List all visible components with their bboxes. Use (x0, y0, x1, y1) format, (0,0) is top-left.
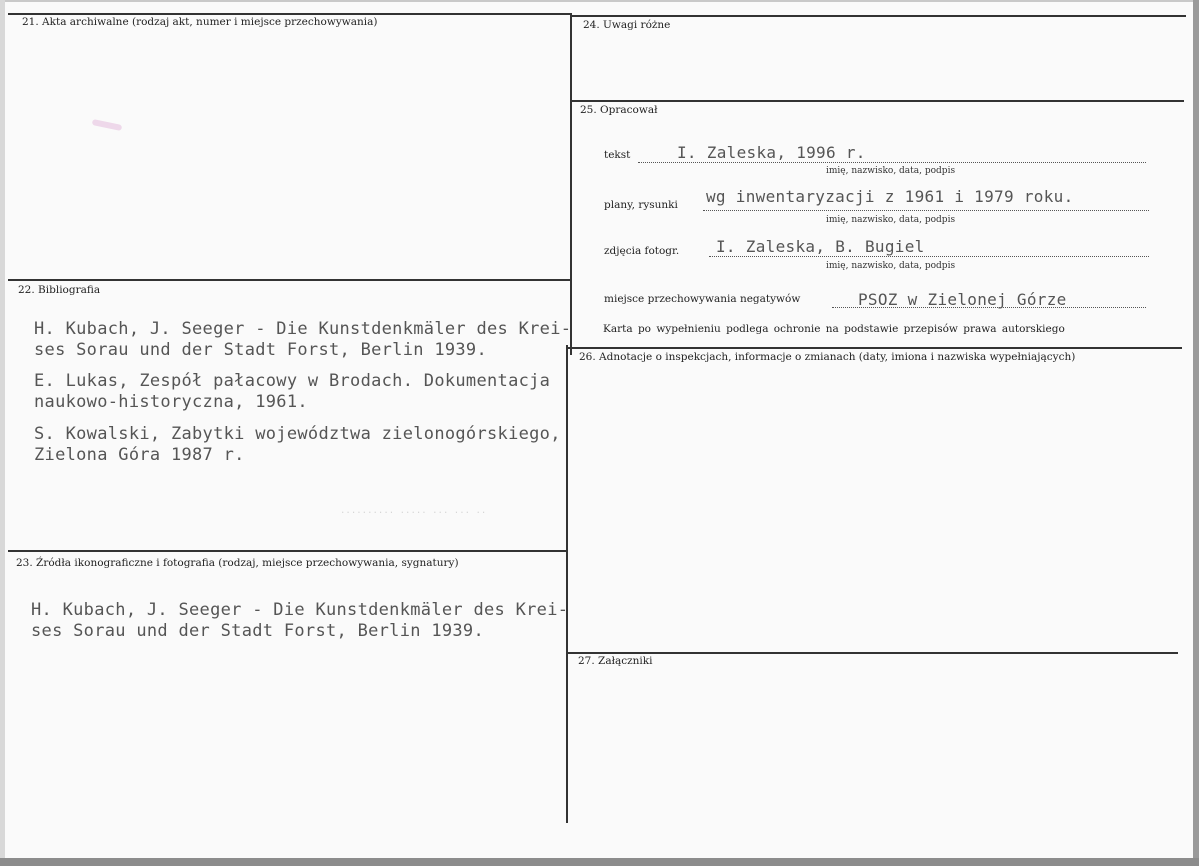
paper-edge-left (0, 0, 5, 866)
plany-label: plany, rysunki (604, 199, 678, 211)
center-divider (570, 13, 572, 355)
tekst-line (638, 162, 1146, 163)
divider-26-27 (568, 652, 1178, 654)
zdjecia-value: I. Zaleska, B. Bugiel (716, 237, 925, 256)
section-26-label: 26. Adnotacje o inspekcjach, informacje o zmianach (daty, imiona i nazwiska wypełniających) (579, 351, 1076, 363)
top-border-right (572, 15, 1186, 17)
bibliography-entry-2: E. Lukas, Zespół pałacowy w Brodach. Dokumentacja naukowo-historyczna, 1961. (34, 371, 551, 412)
top-border-left (8, 13, 570, 15)
miejsce-label: miejsce przechowywania negatywów (604, 293, 801, 305)
bibliography-entry-3: S. Kowalski, Zabytki województwa zielonogórskiego, Zielona Góra 1987 r. (34, 424, 561, 465)
zdjecia-line (709, 256, 1149, 257)
section-24-label: 24. Uwagi różne (583, 19, 671, 31)
paper-edge-right (1193, 0, 1199, 866)
section-22-label: 22. Bibliografia (18, 284, 101, 296)
section-23-label: 23. Źródła ikonograficzne i fotografia (rodzaj, miejsce przechowywania, sygnatury) (16, 557, 459, 569)
zdjecia-label: zdjęcia fotogr. (604, 245, 680, 257)
bleed-through-text: .......... ..... ... ... .. (340, 506, 487, 516)
divider-24-25 (572, 100, 1184, 102)
plany-sublabel: imię, nazwisko, data, podpis (826, 215, 956, 225)
divider-25-26 (568, 347, 1182, 349)
section-25-label: 25. Opracował (580, 104, 658, 116)
tekst-label: tekst (604, 149, 631, 161)
divider-21-22 (8, 279, 570, 281)
iconography-entry-1: H. Kubach, J. Seeger - Die Kunstdenkmäler des Krei- ses Sorau und der Stadt Forst, Berlin 1939. (31, 600, 569, 641)
section-27-label: 27. Załączniki (578, 655, 653, 667)
tekst-value: I. Zaleska, 1996 r. (677, 143, 866, 162)
plany-line (703, 210, 1149, 211)
section-21-label: 21. Akta archiwalne (rodzaj akt, numer i miejsce przechowywania) (22, 16, 378, 28)
paper-edge-bottom (0, 858, 1199, 866)
copyright-notice: Karta po wypełnieniu podlega ochronie na podstawie przepisów prawa autorskiego (603, 323, 1065, 335)
zdjecia-sublabel: imię, nazwisko, data, podpis (826, 261, 956, 271)
bibliography-entry-1: H. Kubach, J. Seeger - Die Kunstdenkmäler des Krei- ses Sorau und der Stadt Forst, Berlin 1939. (34, 319, 572, 360)
tekst-sublabel: imię, nazwisko, data, podpis (826, 166, 956, 176)
plany-value: wg inwentaryzacji z 1961 i 1979 roku. (706, 187, 1074, 206)
center-divider-lower (566, 345, 568, 823)
divider-22-23 (8, 550, 566, 552)
miejsce-value: PSOZ w Zielonej Górze (858, 290, 1067, 309)
ink-smudge (92, 119, 123, 131)
